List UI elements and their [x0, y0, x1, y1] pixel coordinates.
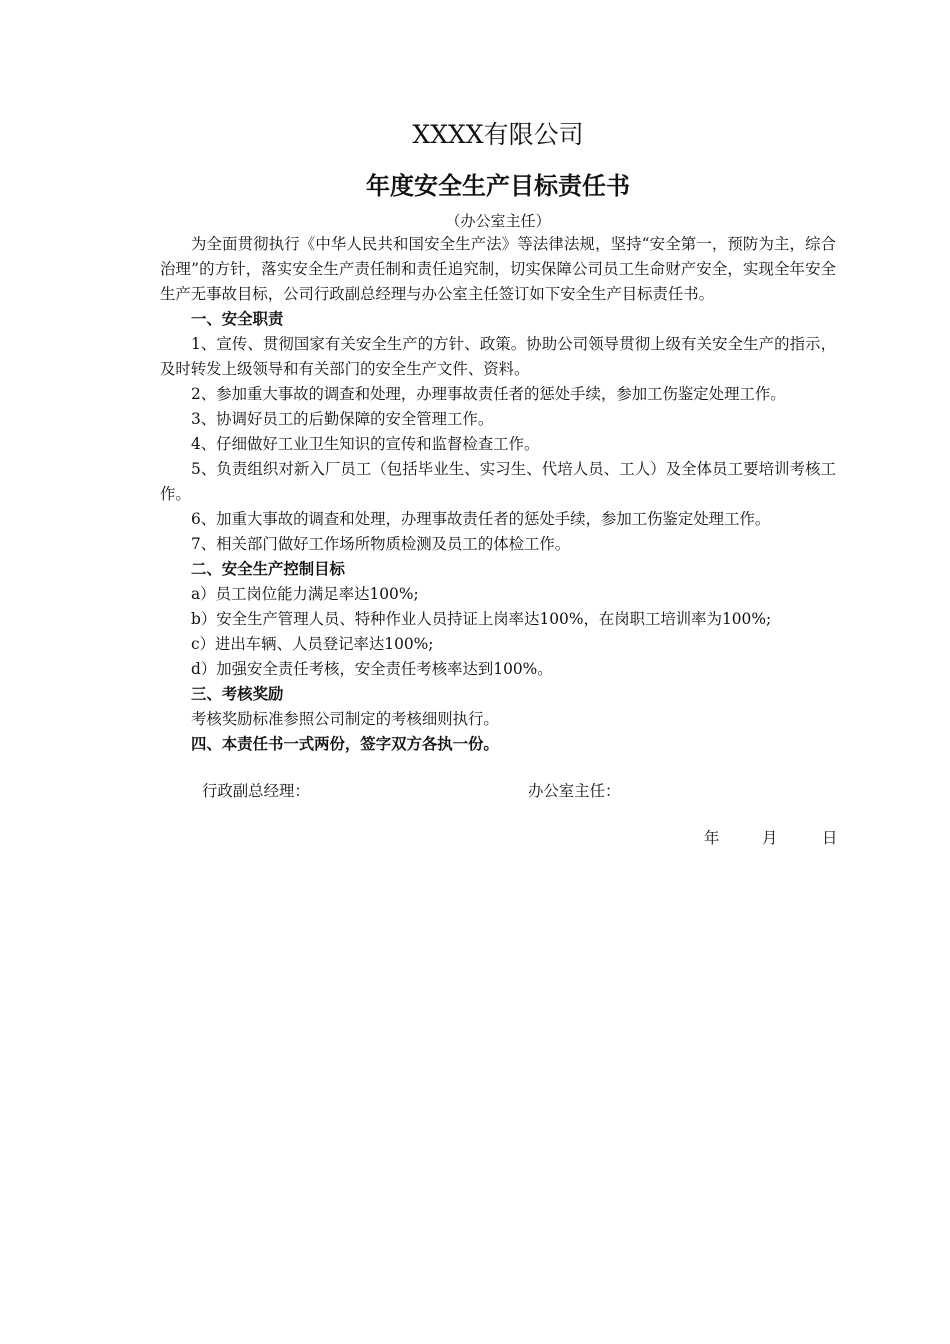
date-year: 年: [704, 829, 720, 847]
section-heading-duties: 一、安全职责: [191, 310, 284, 328]
duty-item: 4、仔细做好工业卫生知识的宣传和监督检查工作。: [191, 435, 540, 453]
document-subtitle: （办公室主任）: [445, 212, 551, 230]
target-item: c）进出车辆、人员登记率达100%;: [191, 635, 434, 653]
date-row: [160, 826, 836, 851]
section-heading-copies: 四、本责任书一式两份，签字双方各执一份。: [191, 735, 499, 753]
intro-paragraph: 为全面贯彻执行《中华人民共和国安全生产法》等法律法规，坚持“安全第一，预防为主，综合治理”的方针，落实安全生产责任制和责任追究制，切实保障公司员工生命财产安全，实现全年安全生产无事故目标，公司行政副总经理与办公室主任签订如下安全生产目标责任书。: [160, 235, 836, 303]
duty-item: 5、负责组织对新入厂员工（包括毕业生、实习生、代培人员、工人）及全体员工要培训考核工作。: [160, 460, 836, 503]
duty-item: 3、协调好员工的后勤保障的安全管理工作。: [191, 410, 494, 428]
company-name: XXXX有限公司: [412, 120, 584, 149]
duty-item: 6、加重大事故的调查和处理，办理事故责任者的惩处手续，参加工伤鉴定处理工作。: [191, 510, 771, 528]
date-month: 月: [762, 829, 778, 847]
document-body: [160, 118, 836, 851]
date-day: 日: [822, 829, 838, 847]
rewards-text: 考核奖励标准参照公司制定的考核细则执行。: [191, 710, 499, 728]
signature-office-director: 办公室主任：: [528, 782, 621, 800]
section-heading-rewards: 三、考核奖励: [191, 685, 284, 703]
signature-row: [160, 779, 836, 804]
duty-item: 2、参加重大事故的调查和处理，办理事故责任者的惩处手续，参加工伤鉴定处理工作。: [191, 385, 786, 403]
duty-item: 7、相关部门做好工作场所物质检测及员工的体检工作。: [191, 535, 571, 553]
section-heading-targets: 二、安全生产控制目标: [191, 560, 345, 578]
duty-item: 1、宣传、贯彻国家有关安全生产的方针、政策。协助公司领导贯彻上级有关安全生产的指示，及时转发上级领导和有关部门的安全生产文件、资料。: [160, 335, 836, 378]
target-item: a）员工岗位能力满足率达100%;: [191, 585, 419, 603]
target-item: d）加强安全责任考核，安全责任考核率达到100%。: [191, 660, 553, 678]
target-item: b）安全生产管理人员、特种作业人员持证上岗率达100%，在岗职工培训率为100%;: [191, 610, 772, 628]
signature-vice-gm: 行政副总经理：: [202, 782, 310, 800]
document-title: 年度安全生产目标责任书: [366, 171, 630, 200]
